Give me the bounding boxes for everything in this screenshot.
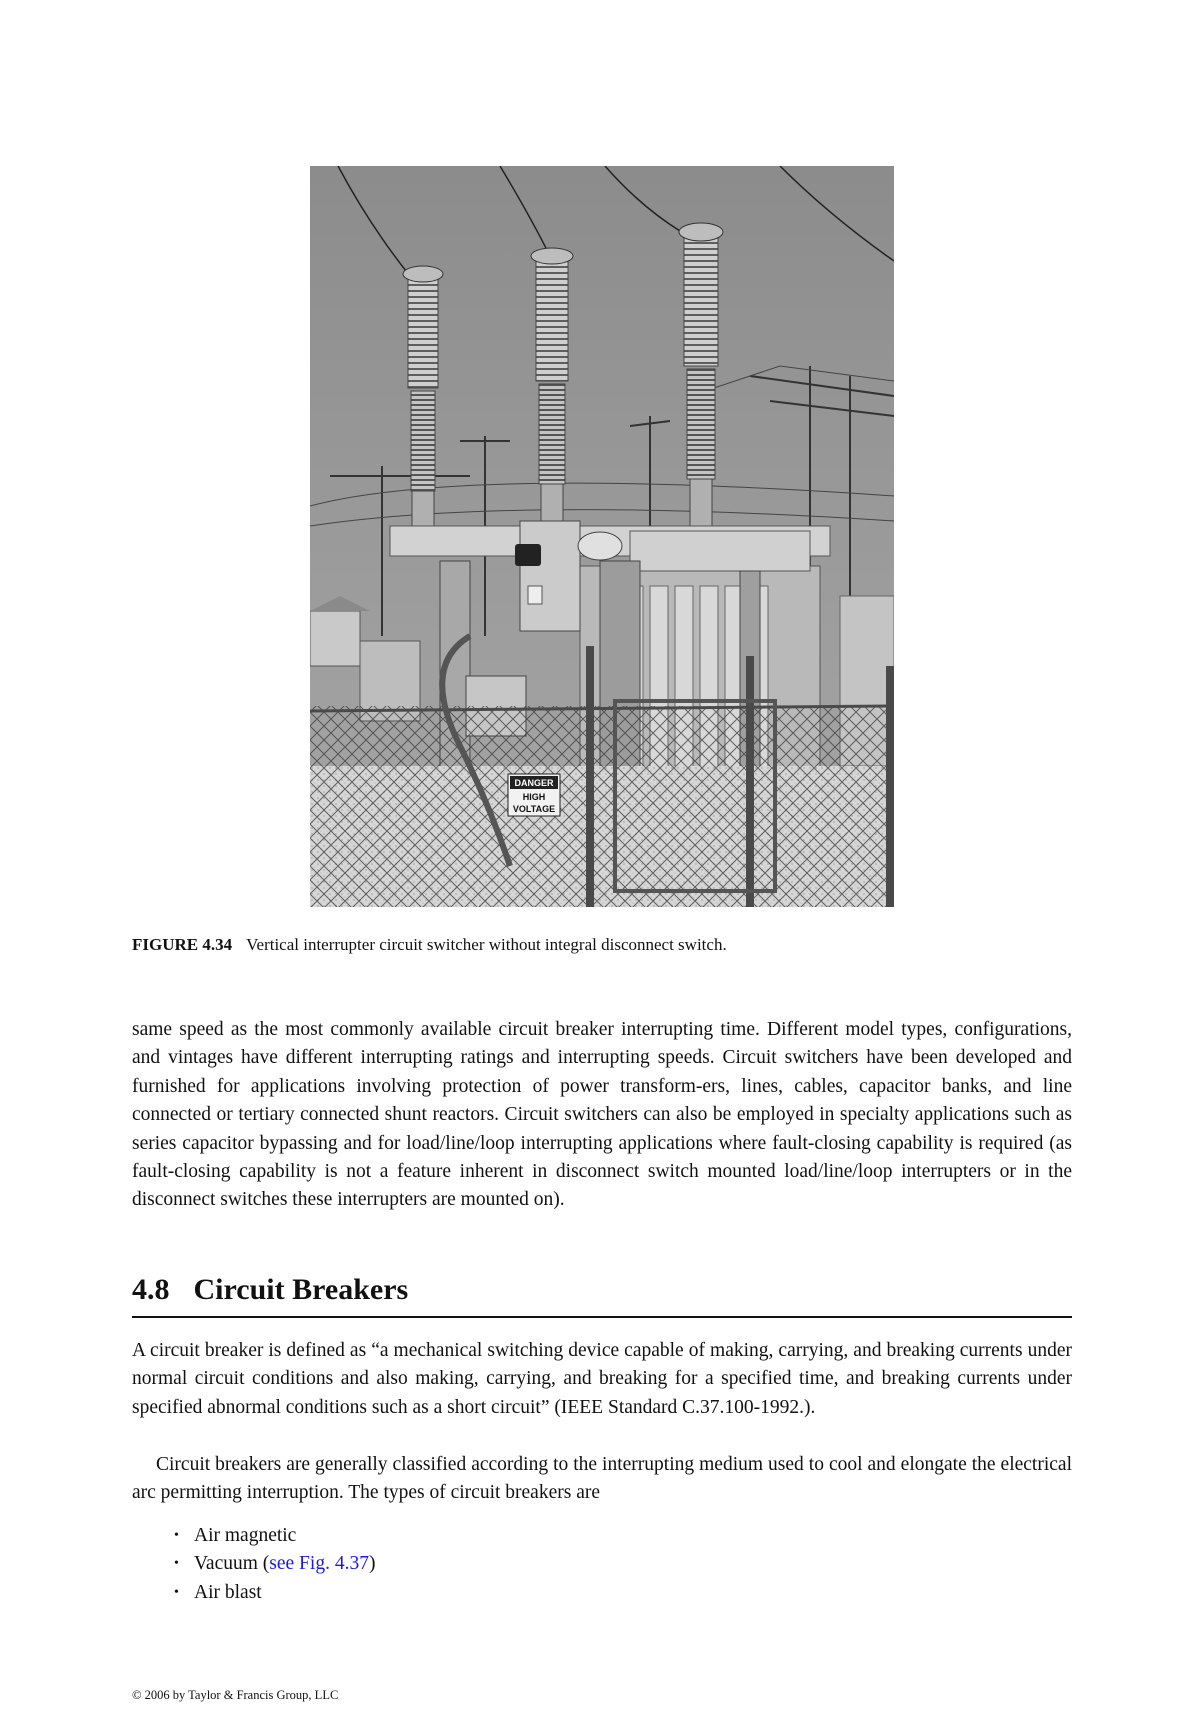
figure-link[interactable]: see Fig. 4.37 <box>269 1553 369 1575</box>
list-item-text: Air blast <box>194 1581 262 1603</box>
sign-line-1: DANGER <box>514 778 554 788</box>
figure-label: FIGURE 4.34 <box>132 935 233 954</box>
list-item-prefix: Vacuum ( <box>194 1553 270 1575</box>
substation-photo <box>310 166 894 907</box>
section-heading <box>132 1272 1072 1318</box>
section-number: 4.8 <box>132 1273 170 1306</box>
sign-line-2: HIGH <box>522 792 546 802</box>
list-item <box>172 1550 375 1578</box>
breaker-types-list <box>172 1522 375 1607</box>
figure-caption <box>132 934 1072 956</box>
figure-caption-text: Vertical interrupter circuit switcher without integral disconnect switch. <box>246 935 727 954</box>
paragraph-classification: Circuit breakers are generally classified according to the interrupting medium used to cool and elongate the electrical arc permitting interruption. The types of circuit breakers are <box>132 1454 1072 1504</box>
list-item <box>172 1579 375 1607</box>
paragraph-definition: A circuit breaker is defined as “a mechanical switching device capable of making, carrying, and breaking currents under normal circuit conditions and also making, carrying, and breaking for a specified time, and breaking currents under specified abnormal conditions such as a short circuit” (IEEE Standard C.37.100-1992.). <box>132 1340 1072 1418</box>
bullet-marker: • <box>174 1528 179 1543</box>
copyright-footer: © 2006 by Taylor & Francis Group, LLC <box>132 1688 339 1702</box>
bullet-marker: • <box>174 1556 179 1572</box>
list-item-text: Air magnetic <box>194 1525 297 1546</box>
bullet-marker: • <box>174 1584 179 1600</box>
section-title: Circuit Breakers <box>193 1273 409 1306</box>
sign-line-3: VOLTAGE <box>512 804 556 814</box>
danger-sign <box>508 774 560 816</box>
figure-photo <box>310 166 894 907</box>
list-item-suffix: ) <box>368 1553 376 1575</box>
list-item <box>172 1522 375 1550</box>
paragraph-continuation: same speed as the most commonly available circuit breaker interrupting time. Different model types, configurations, and vintages have different interrupting ratings and interrupting speeds. Circuit switchers have been developed and furnished for applications involving protection of power transform-ers, lines, cables, capacitor banks, and line connected or tertiary connected shunt reactors. Circuit switchers can also be employed in specialty applications such as series capacitor bypassing and for load/line/loop interrupting applications where fault-closing capability is required (as fault-closing capability is not a feature inherent in disconnect switch mounted load/line/loop interrupters or in the disconnect switches these interrupters are mounted on). <box>132 1019 1072 1211</box>
